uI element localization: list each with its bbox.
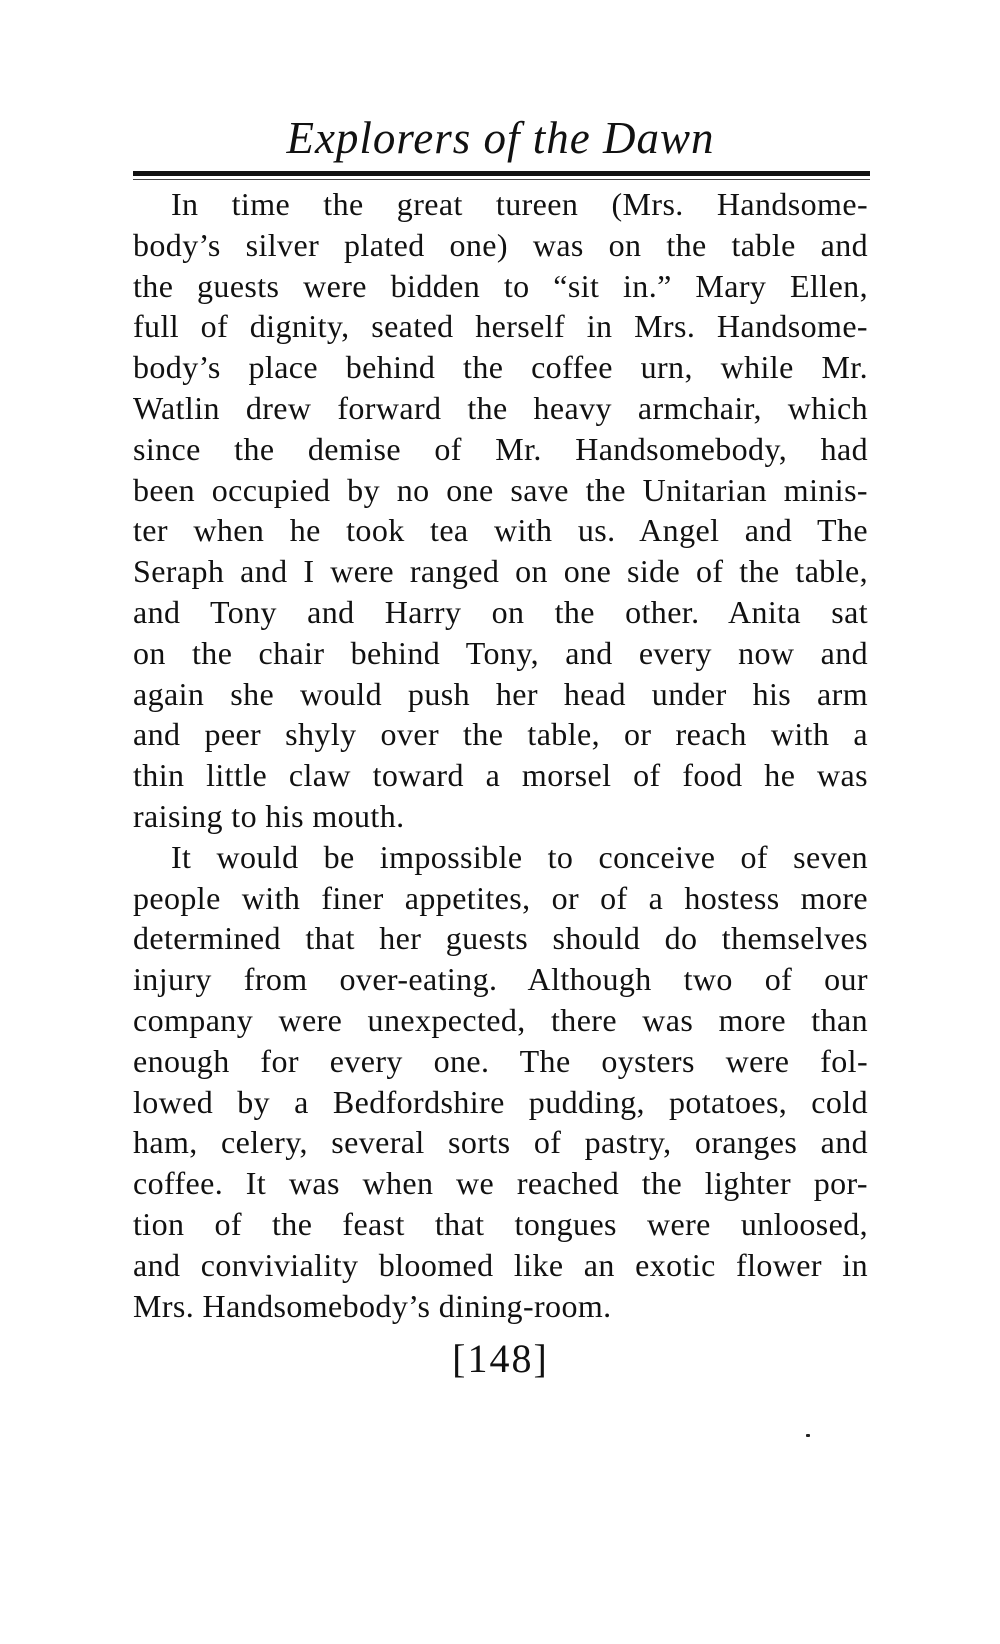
text-line: ter when he took tea with us. Angel and The: [133, 512, 868, 549]
text-line: Watlin drew forward the heavy armchair, which: [133, 389, 868, 426]
text-line: lowed by a Bedfordshire pudding, potatoes, cold: [133, 1083, 868, 1120]
text-line: and conviviality bloomed like an exotic flower in: [133, 1246, 868, 1283]
text-line: enough for every one. The oysters were fol-: [133, 1042, 868, 1079]
text-line: again she would push her head under his arm: [133, 675, 868, 712]
text-line: tion of the feast that tongues were unloosed,: [133, 1205, 868, 1242]
text-line: Mrs. Handsomebody’s dining-room.: [133, 1287, 612, 1324]
text-line: It would be impossible to conceive of seven: [171, 838, 868, 875]
text-line: In time the great tureen (Mrs. Handsome-: [171, 186, 868, 222]
text-line: ham, celery, several sorts of pastry, oranges and: [133, 1124, 868, 1161]
text-line: the guests were bidden to “sit in.” Mary Ellen,: [133, 267, 868, 304]
text-line: body’s place behind the coffee urn, while Mr.: [133, 349, 868, 386]
text-line: full of dignity, seated herself in Mrs. Handsome-: [133, 308, 868, 345]
paragraph-1: [133, 184, 868, 837]
text-line: Seraph and I were ranged on one side of the table,: [133, 553, 868, 590]
text-line: determined that her guests should do themselves: [133, 920, 868, 957]
page-number: [148]: [452, 1336, 549, 1381]
text-line: since the demise of Mr. Handsomebody, had: [133, 430, 868, 467]
header-rule-thick: [133, 171, 870, 176]
text-line: thin little claw toward a morsel of food he was: [133, 757, 868, 794]
text-line: on the chair behind Tony, and every now and: [133, 634, 868, 671]
header-rule-thin: [133, 179, 870, 180]
text-line: body’s silver plated one) was on the table and: [133, 226, 868, 263]
paragraph-2: [133, 837, 868, 1327]
text-line: people with finer appetites, or of a hostess more: [133, 879, 868, 916]
text-line: been occupied by no one save the Unitarian minis-: [133, 471, 868, 508]
body-text: [133, 184, 868, 1326]
text-line: and Tony and Harry on the other. Anita sat: [133, 593, 868, 630]
text-line: injury from over-eating. Although two of our: [133, 961, 868, 998]
text-line: coffee. It was when we reached the lighter por-: [133, 1165, 868, 1202]
running-head-title: Explorers of the Dawn: [286, 113, 715, 163]
text-line: raising to his mouth.: [133, 797, 405, 834]
scan-speck: [806, 1434, 810, 1437]
text-line: company were unexpected, there was more than: [133, 1001, 868, 1038]
text-line: and peer shyly over the table, or reach with a: [133, 716, 868, 753]
